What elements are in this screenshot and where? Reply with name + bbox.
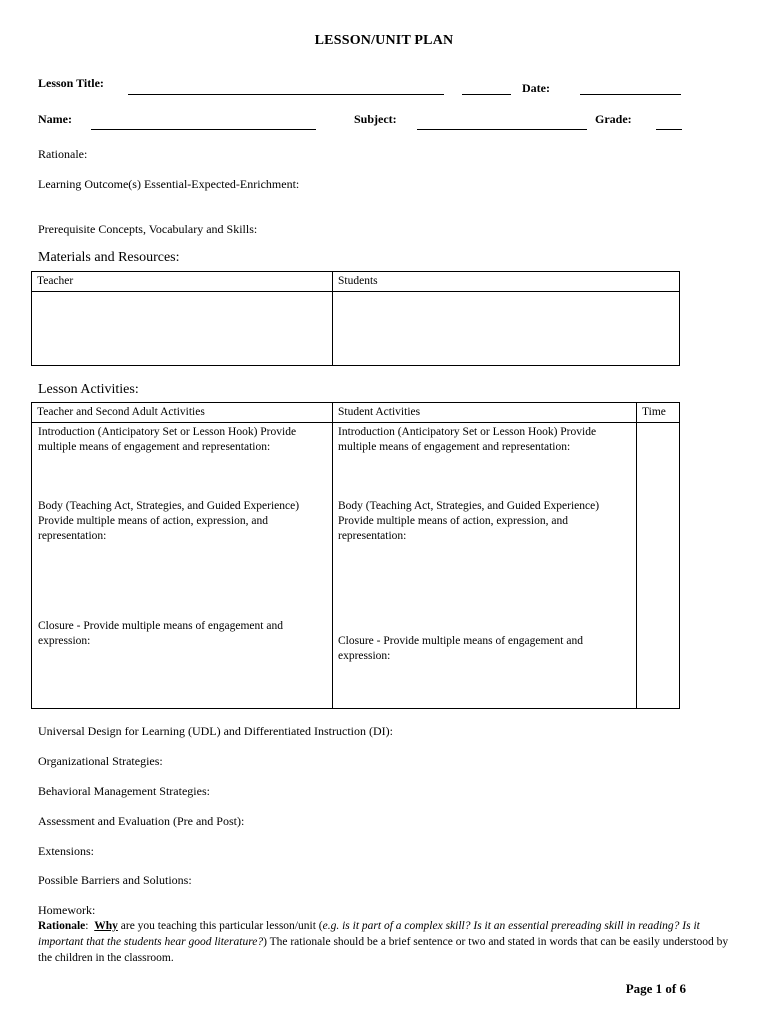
teacher-intro-text: Introduction (Anticipatory Set or Lesson Hook) Provide multiple means of engagement and representation: bbox=[38, 426, 297, 453]
activities-heading: Lesson Activities: bbox=[38, 382, 139, 397]
lesson-title-field[interactable] bbox=[128, 94, 444, 95]
rationale-note-why: Why bbox=[94, 920, 118, 932]
date-label: Date: bbox=[522, 81, 550, 95]
teacher-closure-text: Closure - Provide multiple means of engagement and expression: bbox=[38, 620, 283, 647]
materials-heading: Materials and Resources: bbox=[38, 250, 180, 265]
assessment-section: Assessment and Evaluation (Pre and Post): bbox=[38, 814, 245, 828]
grade-field[interactable] bbox=[656, 129, 682, 130]
activities-header-student: Student Activities bbox=[333, 403, 637, 423]
organizational-section: Organizational Strategies: bbox=[38, 754, 163, 768]
time-cell[interactable] bbox=[637, 423, 680, 709]
barriers-section: Possible Barriers and Solutions: bbox=[38, 873, 192, 887]
materials-teacher-cell[interactable] bbox=[32, 292, 333, 366]
rationale-note-colon: : bbox=[85, 920, 89, 932]
grade-label: Grade: bbox=[595, 112, 632, 126]
materials-header-teacher: Teacher bbox=[32, 272, 333, 292]
materials-table bbox=[31, 271, 680, 366]
rationale-note-example: e.g. is it part of a complex skill? Is it an essential prereading skill in reading? Is it important that the students hear good literature? bbox=[38, 920, 700, 948]
prerequisite-section: Prerequisite Concepts, Vocabulary and Skills: bbox=[38, 222, 258, 236]
materials-header-students: Students bbox=[333, 272, 680, 292]
student-body-text: Body (Teaching Act, Strategies, and Guided Experience) Provide multiple means of action, expression, and representation: bbox=[338, 500, 600, 542]
teacher-body-text: Body (Teaching Act, Strategies, and Guided Experience) Provide multiple means of action, expression, and representation: bbox=[38, 500, 300, 542]
homework-section: Homework: bbox=[38, 903, 96, 917]
subject-field[interactable] bbox=[417, 129, 587, 130]
lesson-title-field-extra[interactable] bbox=[462, 94, 511, 95]
rationale-section: Rationale: bbox=[38, 147, 88, 161]
student-activities-cell[interactable] bbox=[333, 423, 637, 709]
activities-header-teacher: Teacher and Second Adult Activities bbox=[32, 403, 333, 423]
extensions-section: Extensions: bbox=[38, 844, 94, 858]
behavioral-section: Behavioral Management Strategies: bbox=[38, 784, 210, 798]
student-closure-text: Closure - Provide multiple means of engagement and expression: bbox=[338, 635, 583, 662]
materials-students-cell[interactable] bbox=[333, 292, 680, 366]
page-number: Page 1 of 6 bbox=[625, 981, 686, 996]
page-title: LESSON/UNIT PLAN bbox=[314, 33, 454, 48]
learning-outcomes-section: Learning Outcome(s) Essential-Expected-Enrichment: bbox=[38, 177, 300, 191]
lesson-title-label: Lesson Title: bbox=[38, 76, 104, 90]
student-intro-text: Introduction (Anticipatory Set or Lesson Hook) Provide multiple means of engagement and representation: bbox=[338, 426, 597, 453]
rationale-note-label: Rationale bbox=[38, 920, 86, 932]
rationale-note-text1: are you teaching this particular lesson/unit ( bbox=[117, 920, 323, 932]
activities-header-time: Time bbox=[637, 403, 680, 423]
name-field[interactable] bbox=[91, 129, 316, 130]
udl-section: Universal Design for Learning (UDL) and Differentiated Instruction (DI): bbox=[38, 724, 393, 738]
date-field[interactable] bbox=[580, 94, 681, 95]
rationale-note-text2: ) The rationale should be a brief sentence or two and stated in words that can be easily understood by the children in the classroom. bbox=[38, 936, 729, 964]
teacher-activities-cell[interactable] bbox=[32, 423, 333, 709]
name-label: Name: bbox=[38, 112, 72, 126]
rationale-note bbox=[38, 918, 730, 966]
subject-label: Subject: bbox=[354, 112, 397, 126]
